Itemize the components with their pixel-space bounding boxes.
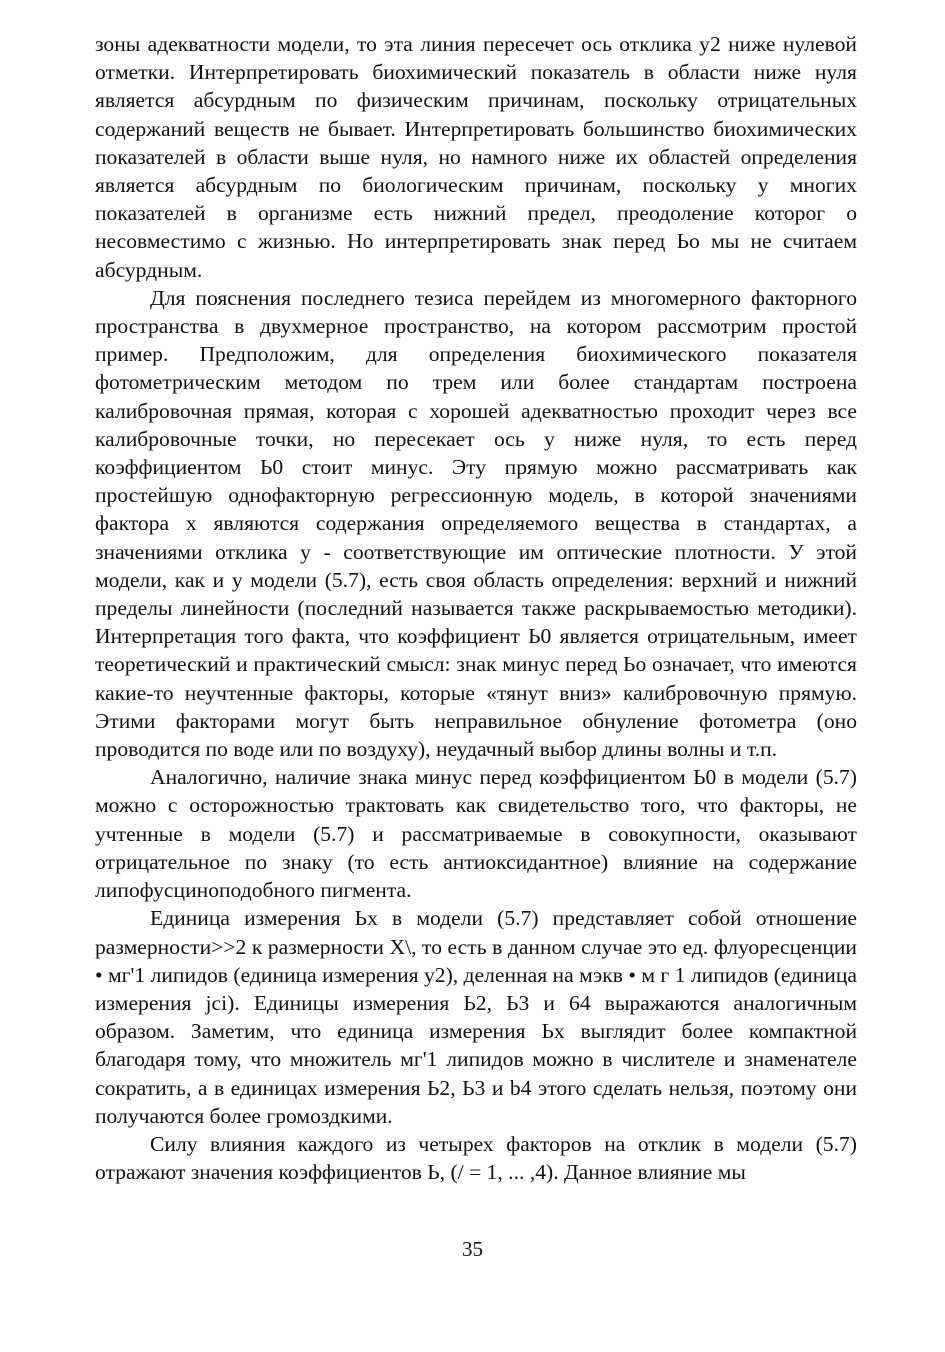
paragraph-1: зоны адекватности модели, то эта линия пересечет ось отклика y2 ниже нулевой отметки. Интерпретировать биохимический показатель в области ниже нуля является абсурдным по физическим причинам, поскольку отрицательных содержаний веществ не бывает. Интерпретировать большинство биохимических показателей в области выше нуля, но намного ниже их областей определения является абсурдным по биологическим причинам, поскольку у многих показателей в организме есть нижний предел, преодоление которог о несовместимо с жизнью. Но интерпретировать знак перед Ьо мы не считаем абсурдным. xyxy=(95,32,857,282)
paragraph-2: Для пояснения последнего тезиса перейдем из многомерного факторного пространства в двухмерное пространство, на котором рассмотрим простой пример. Предположим, для определения биохимического показателя фотометрическим методом по трем или более стандартам построена калибровочная прямая, которая с хорошей адекватностью проходит через все калибровочные точки, но пересекает ось y ниже нуля, то есть перед коэффициентом Ь0 стоит минус. Эту прямую можно рассматривать как простейшую однофакторную регрессионную модель, в которой значениями фактора x являются содержания определяемого вещества в стандартах, а значениями отклика y - соответствующие им оптические плотности. У этой модели, как и у модели (5.7), есть своя область определения: верхний и нижний пределы линейности (последний называется также раскрываемостью методики). Интерпретация того факта, что коэффициент Ь0 является отрицательным, имеет теоретический и практический смысл: знак минус перед Ьо означает, что имеются какие-то неучтенные факторы, которые «тянут вниз» калибровочную прямую. Этими факторами могут быть неправильное обнуление фотометра (оно проводится по воде или по воздуху), неудачный выбор длины волны и т.п. xyxy=(95,285,857,762)
page-body xyxy=(95,30,857,1186)
paragraph-3: Аналогично, наличие знака минус перед коэффициентом Ь0 в модели (5.7) можно с осторожностью трактовать как свидетельство того, что факторы, не учтенные в модели (5.7) и рассматриваемые в совокупности, оказывают отрицательное по знаку (то есть антиоксидантное) влияние на содержание липофусциноподобного пигмента. xyxy=(95,765,857,903)
page-number: 35 xyxy=(462,1237,483,1261)
paragraph-5: Силу влияния каждого из четырех факторов на отклик в модели (5.7) отражают значения коэффициентов Ь, (/ = 1, ... ,4). Данное влияние мы xyxy=(95,1131,857,1185)
paragraph-4: Единица измерения Ьх в модели (5.7) представляет собой отношение размерности>>2 к размерности Х\, то есть в данном случае это ед. флуоресценции • мг'1 липидов (единица измерения у2), деленная на мэкв • м г 1 липидов (единица измерения jсі). Единицы измерения Ь2, Ь3 и 64 выражаются аналогичным образом. Заметим, что единица измерения Ьх выглядит более компактной благодаря тому, что множитель мг'1 липидов можно в числителе и знаменателе сократить, а в единицах измерения Ь2, Ь3 и b4 этого сделать нельзя, поэтому они получаются более громоздкими. xyxy=(95,906,857,1128)
